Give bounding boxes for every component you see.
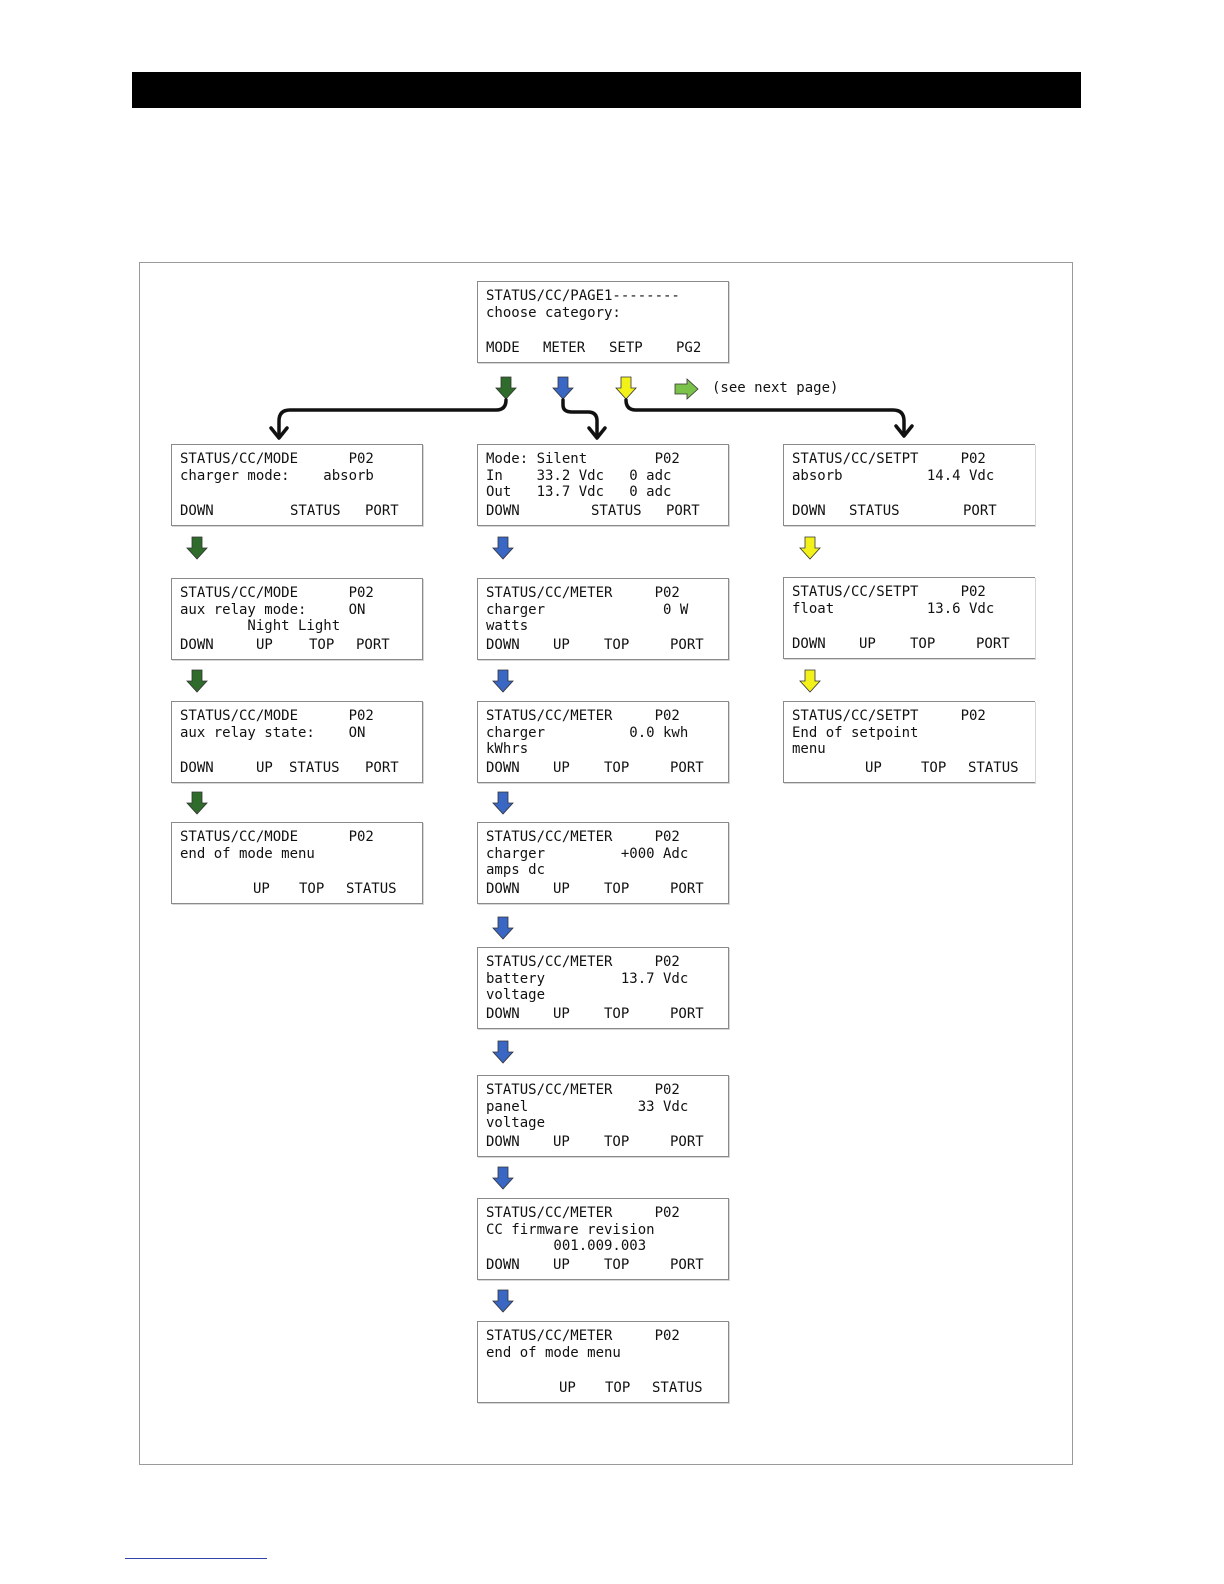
soft-key-down[interactable]: DOWN — [486, 636, 520, 653]
screen-meter-4 — [477, 947, 729, 1029]
soft-key-row — [478, 759, 728, 776]
soft-key-status[interactable]: STATUS — [289, 759, 340, 776]
screen-status-page1 — [477, 281, 729, 363]
screen-line: aux relay mode: ON — [180, 601, 366, 618]
soft-key-port[interactable]: PORT — [963, 502, 997, 519]
soft-key-up[interactable]: UP — [553, 1256, 570, 1273]
arrow-meter-step-icon — [493, 1290, 513, 1312]
screen-setpt-0 — [783, 444, 1035, 526]
soft-key-row — [478, 1256, 728, 1273]
screen-line: STATUS/CC/MODE P02 — [180, 451, 374, 467]
screen-mode-2 — [171, 701, 423, 783]
screen-mode-0 — [171, 444, 423, 526]
soft-key-up[interactable]: UP — [859, 635, 876, 652]
soft-key-status[interactable]: STATUS — [290, 502, 341, 519]
screen-line: end of mode menu — [486, 1344, 621, 1361]
soft-key-top[interactable]: TOP — [604, 759, 630, 776]
screen-line: End of setpoint — [792, 724, 919, 741]
soft-key-down[interactable]: DOWN — [180, 759, 214, 776]
screen-line: voltage — [486, 987, 546, 1003]
screen-line: Night Light — [180, 618, 341, 634]
soft-key-pg2[interactable]: PG2 — [676, 339, 702, 356]
arrow-mode-step-icon — [187, 537, 207, 559]
soft-key-down[interactable]: DOWN — [180, 636, 214, 653]
arrow-mode-step-icon — [187, 670, 207, 692]
screen-meter-2 — [477, 701, 729, 783]
soft-key-top[interactable]: TOP — [605, 1379, 631, 1396]
soft-key-up[interactable]: UP — [553, 1005, 570, 1022]
soft-key-meter[interactable]: METER — [543, 339, 586, 356]
soft-key-down[interactable]: DOWN — [486, 502, 520, 519]
soft-key-row — [172, 880, 422, 897]
soft-key-port[interactable]: PORT — [670, 1256, 704, 1273]
soft-key-row — [478, 502, 728, 519]
screen-mode-1 — [171, 578, 423, 660]
screen-line: panel 33 Vdc — [486, 1098, 689, 1115]
screen-mode-3 — [171, 822, 423, 904]
soft-key-top[interactable]: TOP — [604, 636, 630, 653]
screen-line: STATUS/CC/MODE P02 — [180, 708, 374, 724]
soft-key-port[interactable]: PORT — [670, 1133, 704, 1150]
soft-key-port[interactable]: PORT — [666, 502, 700, 519]
screen-line: charger mode: absorb — [180, 467, 374, 484]
screen-line: STATUS/CC/MODE P02 — [180, 829, 374, 845]
footer-rule — [125, 1558, 267, 1559]
soft-key-row — [478, 880, 728, 897]
soft-key-top[interactable]: TOP — [921, 759, 947, 776]
soft-key-status[interactable]: STATUS — [652, 1379, 703, 1396]
screen-meter-0 — [477, 444, 729, 526]
soft-key-top[interactable]: TOP — [910, 635, 936, 652]
soft-key-row — [478, 339, 728, 356]
screen-line: STATUS/CC/MODE P02 — [180, 585, 374, 601]
screen-line: STATUS/CC/SETPT P02 — [792, 584, 986, 600]
soft-key-row — [784, 502, 1035, 519]
soft-key-up[interactable]: UP — [865, 759, 882, 776]
screen-line: charger 0.0 kwh — [486, 724, 689, 741]
screen-line: STATUS/CC/METER P02 — [486, 829, 680, 845]
arrow-meter-step-icon — [493, 537, 513, 559]
soft-key-down[interactable]: DOWN — [486, 1256, 520, 1273]
soft-key-up[interactable]: UP — [553, 1133, 570, 1150]
soft-key-up[interactable]: UP — [559, 1379, 576, 1396]
soft-key-row — [784, 759, 1035, 776]
soft-key-down[interactable]: DOWN — [792, 635, 826, 652]
screen-line: battery 13.7 Vdc — [486, 970, 689, 987]
soft-key-up[interactable]: UP — [553, 880, 570, 897]
soft-key-down[interactable]: DOWN — [486, 1005, 520, 1022]
arrow-setp-step-icon — [800, 670, 820, 692]
soft-key-row — [478, 636, 728, 653]
soft-key-port[interactable]: PORT — [365, 502, 399, 519]
screen-line: choose category: — [486, 304, 621, 321]
screen-line: STATUS/CC/PAGE1-------- — [486, 288, 680, 304]
soft-key-up[interactable]: UP — [256, 759, 273, 776]
arrow-pg2-icon — [675, 379, 698, 399]
arrow-mode-step-icon — [187, 792, 207, 814]
soft-key-status[interactable]: STATUS — [849, 502, 900, 519]
soft-key-port[interactable]: PORT — [670, 759, 704, 776]
soft-key-port[interactable]: PORT — [365, 759, 399, 776]
arrow-meter-step-icon — [493, 917, 513, 939]
screen-line: STATUS/CC/METER P02 — [486, 954, 680, 970]
screen-meter-3 — [477, 822, 729, 904]
screen-line: kWhrs — [486, 741, 529, 757]
screen-line: CC firmware revision — [486, 1221, 655, 1238]
soft-key-down[interactable]: DOWN — [180, 502, 214, 519]
arrow-meter-step-icon — [493, 1041, 513, 1063]
screen-setpt-2 — [783, 701, 1035, 783]
screen-line: STATUS/CC/METER P02 — [486, 585, 680, 601]
screen-line: aux relay state: ON — [180, 724, 366, 741]
screen-meter-6 — [477, 1198, 729, 1280]
screen-line: STATUS/CC/METER P02 — [486, 1205, 680, 1221]
screen-line: STATUS/CC/METER P02 — [486, 1082, 680, 1098]
soft-key-row — [172, 636, 422, 653]
soft-key-up[interactable]: UP — [553, 636, 570, 653]
screen-line: charger +000 Adc — [486, 845, 689, 862]
screen-line: absorb 14.4 Vdc — [792, 467, 995, 484]
soft-key-down[interactable]: DOWN — [486, 759, 520, 776]
soft-key-port[interactable]: PORT — [356, 636, 390, 653]
soft-key-row — [478, 1133, 728, 1150]
screen-line: float 13.6 Vdc — [792, 600, 995, 617]
soft-key-port[interactable]: PORT — [670, 880, 704, 897]
see-next-page-note: (see next page) — [712, 380, 839, 396]
connector-mode — [279, 400, 506, 437]
screen-line: 001.009.003 — [486, 1238, 647, 1254]
screen-line: STATUS/CC/METER P02 — [486, 1328, 680, 1344]
soft-key-setp[interactable]: SETP — [609, 339, 643, 356]
screen-line: menu — [792, 741, 826, 757]
soft-key-row — [478, 1379, 728, 1396]
screen-line: Out 13.7 Vdc 0 adc — [486, 484, 672, 500]
soft-key-top[interactable]: TOP — [604, 1005, 630, 1022]
soft-key-status[interactable]: STATUS — [591, 502, 642, 519]
soft-key-mode[interactable]: MODE — [486, 339, 520, 356]
screen-line: watts — [486, 618, 529, 634]
soft-key-row — [784, 635, 1035, 652]
soft-key-up[interactable]: UP — [553, 759, 570, 776]
arrow-meter-icon — [553, 377, 573, 399]
connector-setp — [626, 400, 904, 435]
soft-key-top[interactable]: TOP — [309, 636, 335, 653]
screen-meter-1 — [477, 578, 729, 660]
soft-key-status[interactable]: STATUS — [968, 759, 1019, 776]
screen-meter-5 — [477, 1075, 729, 1157]
soft-key-port[interactable]: PORT — [670, 636, 704, 653]
soft-key-down[interactable]: DOWN — [486, 880, 520, 897]
soft-key-port[interactable]: PORT — [976, 635, 1010, 652]
screen-line: amps dc — [486, 862, 546, 878]
soft-key-top[interactable]: TOP — [299, 880, 325, 897]
soft-key-port[interactable]: PORT — [670, 1005, 704, 1022]
soft-key-row — [172, 502, 422, 519]
soft-key-top[interactable]: TOP — [604, 1133, 630, 1150]
arrow-mode-icon — [496, 377, 516, 399]
soft-key-top[interactable]: TOP — [604, 880, 630, 897]
arrow-meter-step-icon — [493, 792, 513, 814]
soft-key-down[interactable]: DOWN — [792, 502, 826, 519]
screen-line: In 33.2 Vdc 0 adc — [486, 467, 672, 484]
screen-meter-7 — [477, 1321, 729, 1403]
soft-key-row — [172, 759, 422, 776]
screen-line: voltage — [486, 1115, 546, 1131]
soft-key-up[interactable]: UP — [253, 880, 270, 897]
screen-line: charger 0 W — [486, 601, 689, 618]
arrow-meter-step-icon — [493, 670, 513, 692]
soft-key-status[interactable]: STATUS — [346, 880, 397, 897]
soft-key-up[interactable]: UP — [256, 636, 273, 653]
arrow-setp-icon — [616, 377, 636, 399]
soft-key-top[interactable]: TOP — [604, 1256, 630, 1273]
screen-line: Mode: Silent P02 — [486, 451, 680, 467]
soft-key-down[interactable]: DOWN — [486, 1133, 520, 1150]
screen-line: STATUS/CC/SETPT P02 — [792, 451, 986, 467]
soft-key-row — [478, 1005, 728, 1022]
arrow-meter-step-icon — [493, 1167, 513, 1189]
screen-line: end of mode menu — [180, 845, 315, 862]
screen-line: STATUS/CC/METER P02 — [486, 708, 680, 724]
arrow-setp-step-icon — [800, 537, 820, 559]
screen-line: STATUS/CC/SETPT P02 — [792, 708, 986, 724]
screen-setpt-1 — [783, 577, 1035, 659]
